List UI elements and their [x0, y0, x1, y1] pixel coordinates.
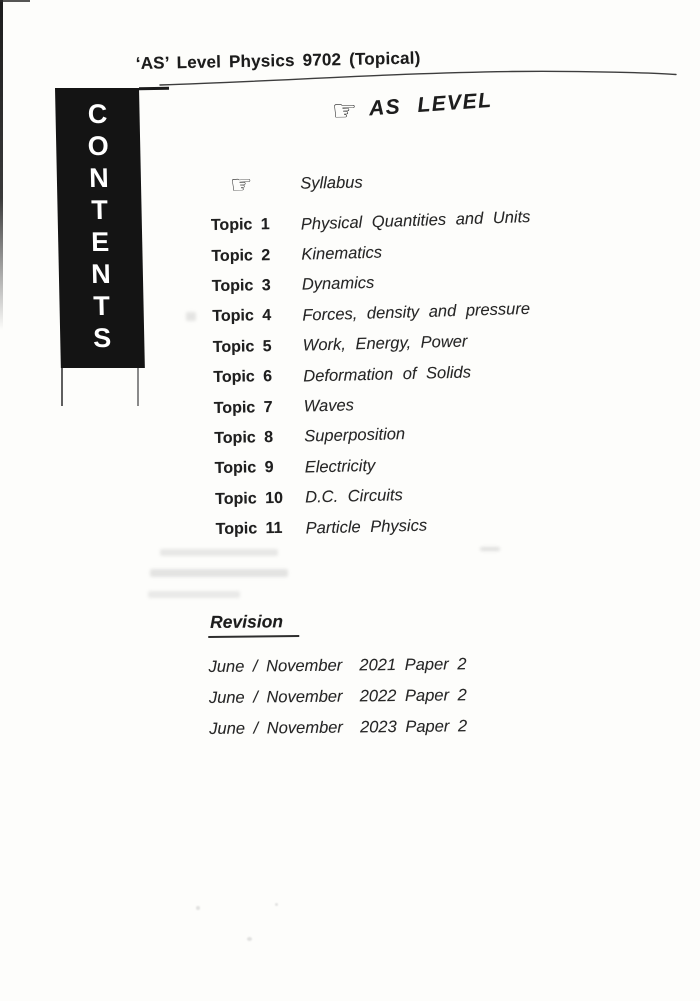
sidebar-letter: N: [88, 163, 109, 193]
revision-item: June / November 2022 Paper 2: [208, 686, 467, 708]
page-edge-sliver: [0, 0, 30, 2]
revision-heading: Revision: [208, 611, 299, 638]
topic-label: Topic 1: [210, 216, 270, 235]
revision-item: June / November 2021 Paper 2: [208, 655, 467, 677]
topic-title: Waves: [303, 396, 355, 416]
scan-speck: [196, 906, 200, 910]
topic-label: Topic 5: [212, 337, 272, 356]
scan-speck: [275, 903, 278, 906]
topic-list: [211, 206, 556, 546]
topic-label: Topic 9: [214, 459, 274, 478]
sidebar-letter: N: [90, 259, 111, 289]
sidebar-letter: E: [90, 227, 110, 257]
bleed-through-artifact: [150, 569, 288, 577]
topic-label: Topic 3: [211, 277, 271, 295]
bleed-through-artifact: [160, 549, 278, 556]
topic-title: Dynamics: [301, 274, 375, 295]
pointing-hand-icon: ☞: [331, 94, 358, 127]
syllabus-row: [210, 163, 550, 202]
topic-label: Topic 2: [211, 246, 271, 265]
bleed-through-artifact: [186, 312, 196, 321]
scan-speck: [247, 937, 252, 941]
contents-sidebar: [55, 88, 145, 368]
sidebar-letter: O: [87, 131, 110, 161]
topic-label: Topic 7: [213, 398, 273, 417]
pointing-hand-icon: ☞: [229, 169, 254, 200]
sidebar-letter: S: [92, 323, 112, 353]
topic-label: Topic 8: [214, 428, 274, 447]
topic-label: Topic 4: [212, 307, 272, 326]
section-heading-label: AS LEVEL: [368, 88, 494, 121]
topic-title: Physical Quantities and Units: [300, 207, 531, 234]
topic-label: Topic 6: [213, 368, 273, 387]
header-underline: [132, 66, 680, 92]
topic-title: Kinematics: [301, 243, 383, 264]
revision-list: [208, 649, 467, 745]
topic-title: D.C. Circuits: [304, 486, 403, 507]
page-title: ‘AS’ Level Physics 9702 (Topical): [135, 48, 421, 74]
sidebar-letter: T: [93, 291, 111, 321]
topic-title: Deformation of Solids: [303, 363, 472, 386]
topic-title: Electricity: [304, 456, 376, 477]
sidebar-letter: T: [90, 195, 109, 225]
topic-label: Topic 10: [215, 489, 284, 508]
syllabus-label: Syllabus: [300, 173, 363, 193]
sidebar-letter: C: [87, 99, 108, 129]
topic-title: Superposition: [304, 425, 406, 446]
bleed-through-artifact: [480, 547, 500, 551]
topic-title: Particle Physics: [305, 516, 428, 538]
sidebar-tab-outline: [61, 368, 139, 406]
topic-title: Work, Energy, Power: [302, 332, 468, 355]
sidebar-edge-artifact: [139, 87, 169, 91]
revision-item: June / November 2023 Paper 2: [209, 717, 468, 739]
topic-label: Topic 11: [215, 520, 283, 539]
section-heading: [331, 87, 493, 126]
bleed-through-artifact: [148, 591, 240, 598]
revision-section: [208, 609, 467, 745]
topic-row: [215, 510, 555, 546]
page-edge-line: [0, 0, 3, 330]
topic-title: Forces, density and pressure: [302, 299, 531, 325]
table-of-contents: [210, 163, 556, 546]
